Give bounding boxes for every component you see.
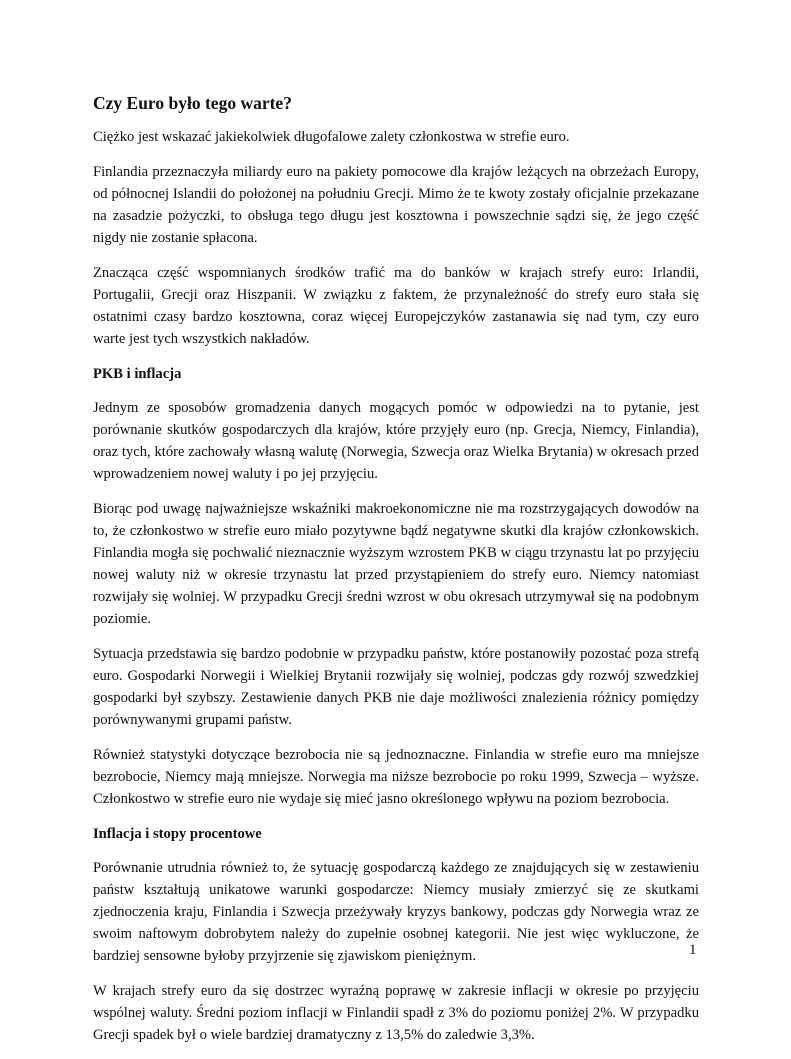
document-page — [93, 92, 699, 1059]
page-number: 1 — [689, 942, 697, 958]
paragraph-banks: Znacząca część wspomnianych środków trafić ma do banków w krajach strefy euro: Irlandii, Portugalii, Grecji oraz Hiszpanii. W związku z faktem, że przynależność do strefy euro stała się ostatnimi czasy bardzo kosztowna, coraz więcej Europejczyków zastanawia się nad tym, czy euro warte jest tych wszystkich nakładów. — [93, 265, 699, 347]
paragraph-intro: Ciężko jest wskazać jakiekolwiek długofalowe zalety członkostwa w strefie euro. — [93, 129, 570, 145]
paragraph-indicators: Biorąc pod uwagę najważniejsze wskaźniki makroekonomiczne nie ma rozstrzygających dowodów na to, że członkostwo w strefie euro miało pozytywne bądź negatywne skutki dla krajów członkowskich. Finlandia mogła się pochwalić nieznacznie wyższym wzrostem PKB w ciągu trzynastu lat po przyjęciu nowej waluty niż w okresie trzynastu lat przed przystąpieniem do strefy euro. Niemcy natomiast rozwijały się wolniej. W przypadku Grecji średni wzrost w obu okresach utrzymywał się na podobnym poziomie. — [93, 501, 699, 627]
paragraph-conditions: Porównanie utrudnia również to, że sytuację gospodarczą każdego ze znajdujących się w zestawieniu państw kształtują unikatowe warunki gospodarcze: Niemcy musiały zmierzyć się ze skutkami zjednoczenia kraju, Finlandia i Szwecja przeżywały kryzys bankowy, podczas gdy Norwegia wraz ze swoim naftowym dobrobytem należy do zupełnie osobnej kategorii. Nie jest więc wykluczone, że bardziej sensowne byłoby przyjrzenie się zjawiskom pieniężnym. — [93, 860, 699, 964]
paragraph-non-euro: Sytuacja przedstawia się bardzo podobnie w przypadku państw, które postanowiły pozostać poza strefą euro. Gospodarki Norwegii i Wielkiej Brytanii rozwijały się wolniej, podczas gdy rozwój szwedzkiej gospodarki był szybszy. Zestawienie danych PKB nie daje możliwości znalezienia różnicy pomiędzy porównywanymi grupami państw. — [93, 646, 699, 728]
paragraph-comparison: Jednym ze sposobów gromadzenia danych mogących pomóc w odpowiedzi na to pytanie, jest porównanie skutków gospodarczych dla krajów, które przyjęły euro (np. Grecja, Niemcy, Finlandia), oraz tych, które zachowały własną walutę (Norwegia, Szwecja oraz Wielka Brytania) w okresach przed wprowadzeniem nowej waluty i po jej przyjęciu. — [93, 400, 699, 482]
paragraph-inflation: W krajach strefy euro da się dostrzec wyraźną poprawę w zakresie inflacji w okresie po przyjęciu wspólnej waluty. Średni poziom inflacji w Finlandii spadł z 3% do poziomu poniżej 2%. W przypadku Grecji spadek był o wiele bardziej dramatyczny z 13,5% do zaledwie 3,3%. — [93, 983, 699, 1043]
paragraph-unemployment: Również statystyki dotyczące bezrobocia nie są jednoznaczne. Finlandia w strefie euro ma mniejsze bezrobocie, Niemcy mają mniejsze. Norwegia ma niższe bezrobocie po roku 1999, Szwecja – wyższe. Członkostwo w strefie euro nie wydaje się mieć jasno określonego wpływu na poziom bezrobocia. — [93, 747, 699, 807]
paragraph-bailouts: Finlandia przeznaczyła miliardy euro na pakiety pomocowe dla krajów leżących na obrzeżach Europy, od północnej Islandii do położonej na południu Grecji. Mimo że te kwoty zostały oficjalnie przekazane na zasadzie pożyczki, to obsługa tego długu jest kosztowna i powszechnie sądzi się, że jego część nigdy nie zostanie spłacona. — [93, 164, 699, 246]
section-heading-inflation: Inflacja i stopy procentowe — [93, 826, 262, 842]
section-heading-pkb: PKB i inflacja — [93, 366, 182, 382]
page-title: Czy Euro było tego warte? — [93, 93, 292, 113]
